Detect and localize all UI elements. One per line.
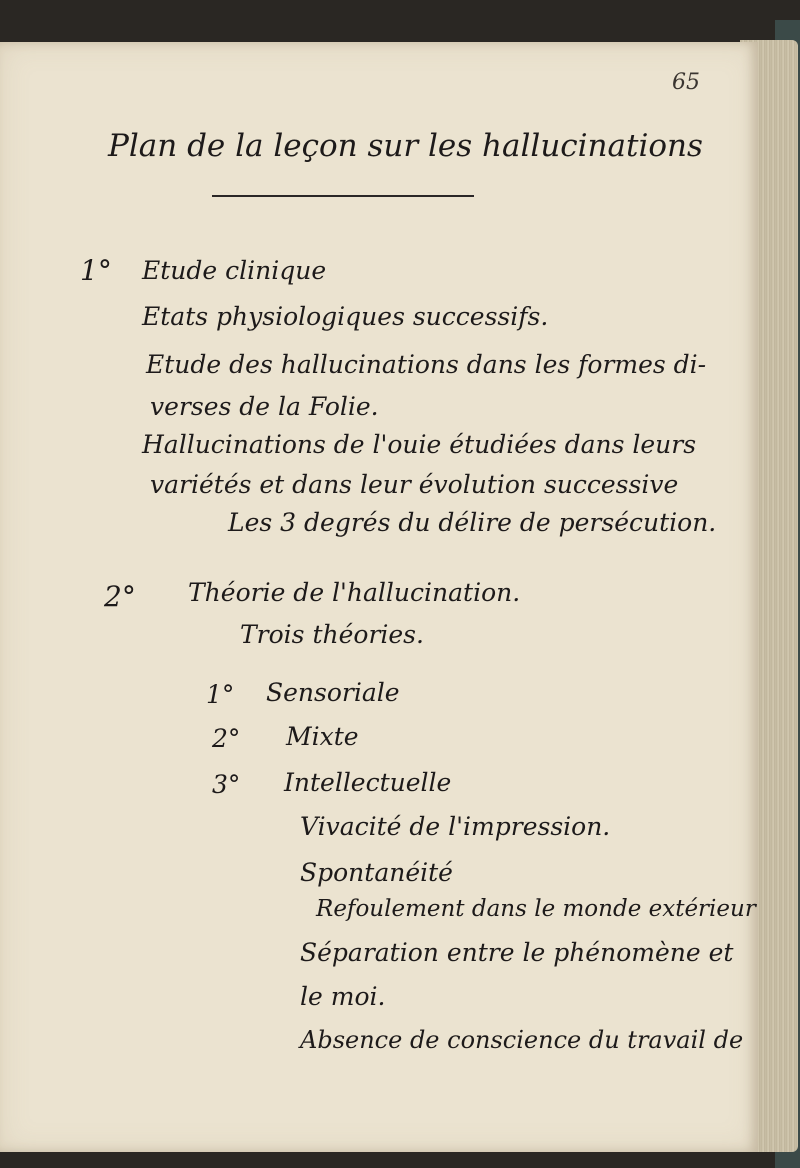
detail-line: Spontanéité (300, 858, 453, 887)
section-2-number: 2° (104, 580, 136, 613)
theory-label: Sensoriale (266, 678, 400, 707)
section-2-heading: Théorie de l'hallucination. (188, 578, 521, 607)
section-1-line: Etude clinique (142, 256, 327, 285)
section-1-line: variétés et dans leur évolution successive (150, 470, 679, 499)
theory-label: Mixte (286, 722, 359, 751)
section-1-line: Etude des hallucinations dans les formes di- (146, 350, 707, 379)
theory-number: 1° (206, 680, 235, 709)
section-1-line: Hallucinations de l'ouie étudiées dans leurs (142, 430, 697, 459)
theory-number: 3° (212, 770, 241, 799)
detail-line: le moi. (300, 982, 386, 1011)
section-2-subheading: Trois théories. (240, 620, 424, 649)
title-underline (212, 195, 474, 197)
manuscript-page (0, 42, 758, 1152)
section-1-line: Etats physiologiques successifs. (142, 302, 549, 331)
section-1-line: verses de la Folie. (150, 392, 379, 421)
theory-label: Intellectuelle (284, 768, 452, 797)
detail-line: Absence de conscience du travail de (300, 1026, 744, 1054)
detail-line: Vivacité de l'impression. (300, 812, 611, 841)
section-1-line: Les 3 degrés du délire de persécution. (228, 508, 717, 537)
theory-number: 2° (212, 724, 241, 753)
section-1-number: 1° (80, 254, 112, 287)
detail-line: Séparation entre le phénomène et (300, 938, 734, 967)
page-number: 65 (672, 70, 700, 95)
detail-line: Refoulement dans le monde extérieur (316, 896, 756, 922)
page-title: Plan de la leçon sur les hallucinations (108, 128, 703, 164)
